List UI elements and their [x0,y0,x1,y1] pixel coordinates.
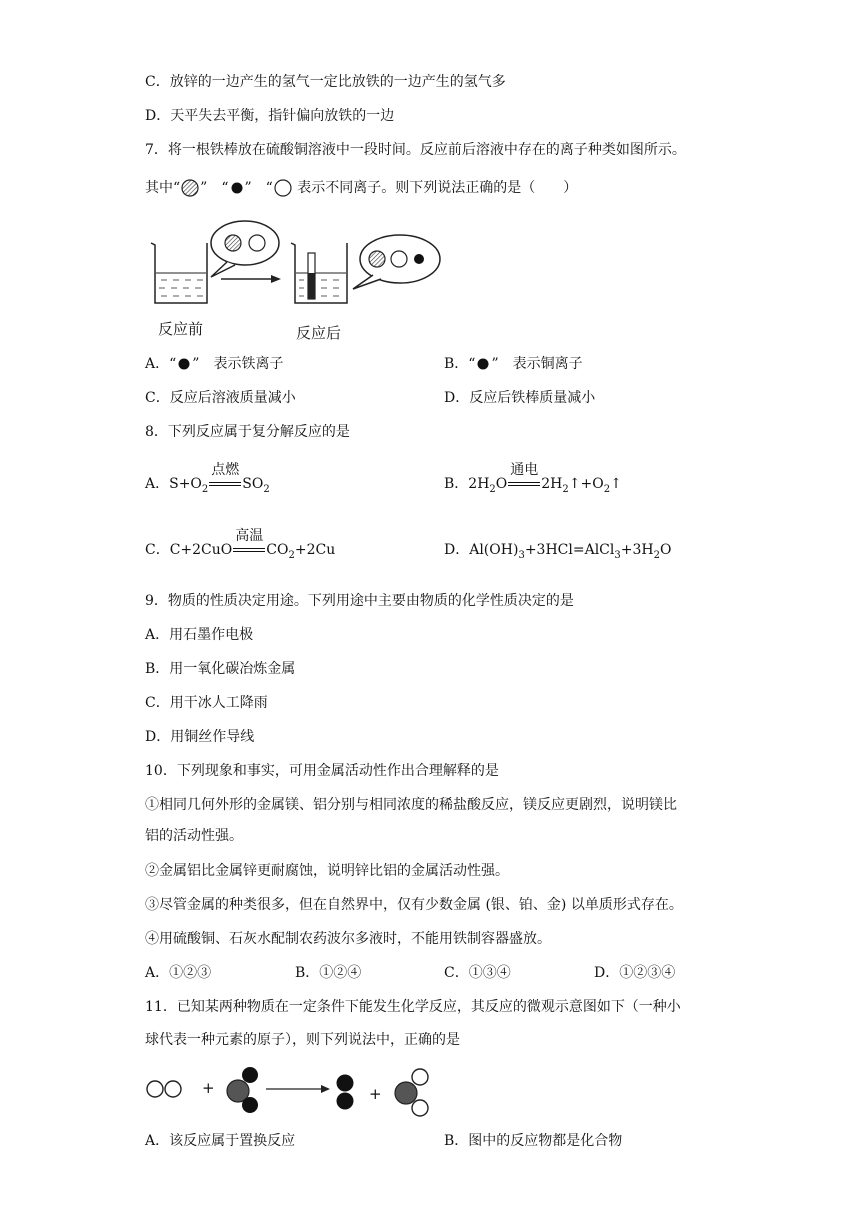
q11-option-b: B．图中的反应物都是化合物 [444,1133,623,1149]
product-1-molecule [337,1075,354,1110]
caption-before: 反应前 [158,320,204,338]
q9-stem: 9．物质的性质决定用途。下列用途中主要由物质的化学性质决定的是 [145,593,574,609]
q8-option-a: A．$S+O_2$ 点燃 $SO_2$ [145,462,270,495]
q8-d-text: D．Al(OH) [444,542,519,558]
q10-item1-line1: ①相同几何外形的金属镁、铝分别与相同浓度的稀盐酸反应，镁反应更剧烈，说明镁比 [145,797,677,813]
q7-stem-line1: 7．将一根铁棒放在硫酸铜溶液中一段时间。反应前后溶液中存在的离子种类如图所示。 [145,142,686,158]
q9-option-b: B．用一氧化碳冶炼金属 [145,661,296,677]
q7-option-a-text: 表示铁离子 [213,356,284,372]
black-ion-icon [229,180,245,196]
q10-option-c: C．①③④ [444,965,511,981]
q11-option-a: A．该反应属于置换反应 [145,1133,296,1149]
black-ion-icon [176,356,192,372]
q11-stem-line2: 球代表一种元素的原子），则下列说法中，正确的是 [145,1032,460,1048]
q8-c-left: C．C+2CuO [145,542,233,558]
q11-micro-diagram [145,1062,445,1122]
q7-option-c: C．反应后溶液质量减小 [145,390,296,406]
q6-option-d: D．天平失去平衡，指针偏向放铁的一边 [145,108,395,124]
white-ion-icon [273,178,293,198]
q7-stem-prefix: 其中 [145,180,173,196]
q8-a-condition: 点燃 [211,462,240,478]
ion-bubble-after [353,235,440,289]
q7-stem-suffix: 表示不同离子。则下列说法正确的是（ ） [297,180,578,196]
q7-stem-line2: 其中“ ” “ ” “ 表示不同离子。则下列说法正确的是（ ） [145,180,578,196]
q10-stem: 10．下列现象和事实，可用金属活动性作出合理解释的是 [145,763,499,779]
q10-item3: ③尽管金属的种类很多，但在自然界中，仅有少数金属 (银、铂、金) 以单质形式存在。 [145,897,683,913]
hatched-ion-icon [180,178,200,198]
q10-item4: ④用硫酸铜、石灰水配制农药波尔多液时，不能用铁制容器盛放。 [145,931,551,947]
plus-sign-2: + [369,1085,382,1103]
q7-option-b-text: 表示铜离子 [512,356,583,372]
q8-c-right: CO [266,542,289,558]
q8-a-right: SO [242,476,264,492]
q8-option-c: C．C+2CuO 高温 $CO_2+2Cu$ [145,528,336,561]
product-2-molecule [395,1069,428,1116]
q8-option-d: D．$Al(OH)_3+3HCl=AlCl_3+3H_2O$ [444,542,672,561]
reaction-arrow [221,275,281,283]
condition-fire [208,462,242,494]
q10-option-d: D．①②③④ [594,965,676,981]
reactant-2-molecule [227,1067,258,1113]
q10-item1-line2: 铝的活动性强。 [145,828,243,844]
q9-option-d: D．用铜丝作导线 [145,729,255,745]
q8-option-b: B．$2H_2O$ 通电 $2H_2↑+O_2↑$ [444,462,622,495]
q8-b-left: B．2H [444,476,490,492]
beaker-before [151,243,207,303]
q7-option-b: B．“ ” 表示铜离子 [444,356,583,372]
q8-c-condition: 高温 [235,528,264,544]
q7-option-a-prefix: A． [145,356,170,372]
q7-option-b-prefix: B． [444,356,469,372]
q9-option-a: A．用石墨作电极 [145,627,254,643]
q11-stem-line1: 11．已知某两种物质在一定条件下能发生化学反应，其反应的微观示意图如下（一种小 [145,999,681,1015]
q8-b-right: 2H [541,476,563,492]
q8-stem: 8．下列反应属于复分解反应的是 [145,424,350,440]
q10-option-b: B．①②④ [295,965,362,981]
q9-option-c: C．用干冰人工降雨 [145,695,268,711]
beaker-after [291,243,347,303]
condition-high-temp [232,528,266,560]
q7-option-d: D．反应后铁棒质量减小 [444,390,596,406]
q7-option-a: A．“ ” 表示铁离子 [145,356,284,372]
ion-bubble-before [211,221,279,277]
q6-option-c: C．放锌的一边产生的氢气一定比放铁的一边产生的氢气多 [145,74,506,90]
condition-electricity [507,462,541,494]
reaction-arrow-q11 [266,1085,330,1093]
q8-a-left: A．S+O [145,476,202,492]
black-ion-icon [475,356,491,372]
q10-option-a: A．①②③ [145,965,212,981]
q10-item2: ②金属铝比金属锌更耐腐蚀，说明锌比铝的金属活动性强。 [145,863,509,879]
q8-b-condition: 通电 [510,462,539,478]
plus-sign-1: + [202,1079,215,1097]
caption-after: 反应后 [296,324,342,342]
reactant-1-molecule [147,1081,181,1097]
